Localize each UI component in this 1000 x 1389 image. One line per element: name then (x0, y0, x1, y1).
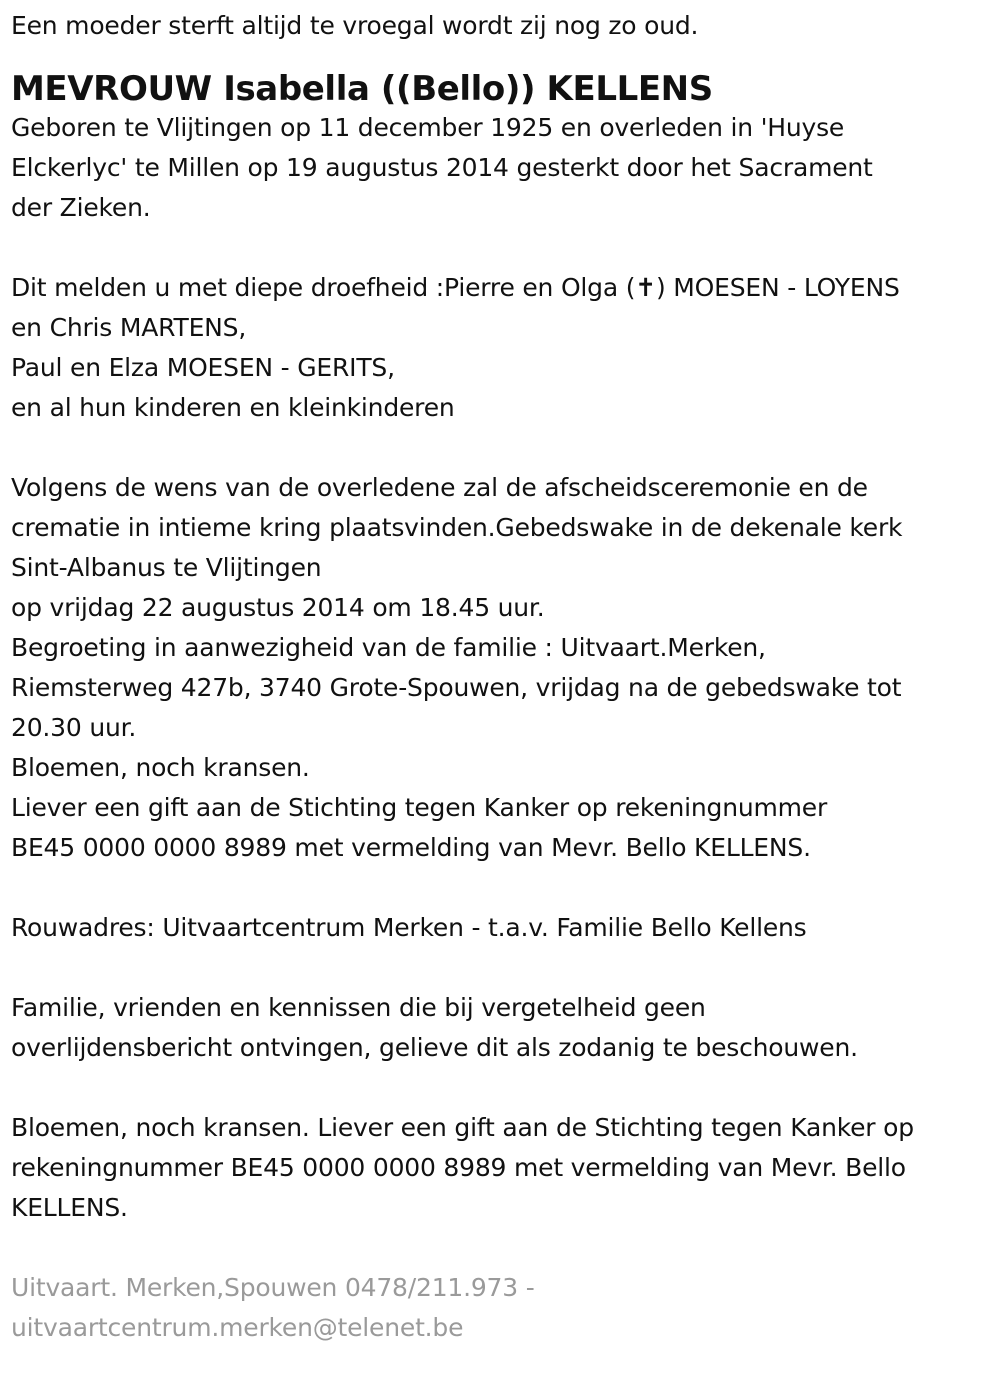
donation-paragraph (11, 1108, 993, 1228)
text-line: Rouwadres: Uitvaartcentrum Merken - t.a.v. Familie Bello Kellens (11, 913, 807, 942)
text-line: Geboren te Vlijtingen op 11 december 1925 en overleden in 'Huyse (11, 113, 845, 142)
paragraph-spacer (11, 1068, 993, 1108)
deceased-name-heading: MEVROUW Isabella ((Bello)) KELLENS (11, 69, 713, 109)
text-line: Elckerlyc' te Millen op 19 augustus 2014 gesterkt door het Sacrament (11, 153, 873, 182)
text-line: Begroeting in aanwezigheid van de familie : Uitvaart.Merken, (11, 633, 766, 662)
text-line: en Chris MARTENS, (11, 313, 247, 342)
text-line: rekeningnummer BE45 0000 0000 8989 met vermelding van Mevr. Bello (11, 1153, 906, 1182)
motto-quote: Een moeder sterft altijd te vroegal wordt zij nog zo oud. (11, 11, 699, 40)
mourning-address-paragraph (11, 908, 993, 948)
text-line: crematie in intieme kring plaatsvinden.Gebedswake in de dekenale kerk (11, 513, 903, 542)
text-line: overlijdensbericht ontvingen, gelieve dit als zodanig te beschouwen. (11, 1033, 858, 1062)
paragraph-spacer (11, 428, 993, 468)
notice-paragraph (11, 988, 993, 1068)
paragraph-spacer (11, 868, 993, 908)
paragraph-spacer (11, 228, 993, 268)
text-line: BE45 0000 0000 8989 met vermelding van Mevr. Bello KELLENS. (11, 833, 811, 862)
text-line: KELLENS. (11, 1193, 128, 1222)
text-line: Dit melden u met diepe droefheid :Pierre en Olga (✝) MOESEN - LOYENS (11, 273, 900, 302)
obituary-notice (11, 6, 993, 1348)
funeral-home-footer (11, 1268, 993, 1348)
text-line: der Zieken. (11, 193, 151, 222)
text-line: 20.30 uur. (11, 713, 137, 742)
text-line: Sint-Albanus te Vlijtingen (11, 553, 322, 582)
text-line: Bloemen, noch kransen. Liever een gift aan de Stichting tegen Kanker op (11, 1113, 914, 1142)
text-line: Paul en Elza MOESEN - GERITS, (11, 353, 395, 382)
funeral-home-contact: Uitvaart. Merken,Spouwen 0478/211.973 - (11, 1273, 535, 1302)
text-line: Liever een gift aan de Stichting tegen Kanker op rekeningnummer (11, 793, 828, 822)
text-line: en al hun kinderen en kleinkinderen (11, 393, 455, 422)
ceremony-paragraph (11, 468, 993, 868)
paragraph-spacer (11, 948, 993, 988)
birth-death-paragraph (11, 108, 993, 228)
text-line: op vrijdag 22 augustus 2014 om 18.45 uur. (11, 593, 545, 622)
funeral-home-email: uitvaartcentrum.merken@telenet.be (11, 1313, 464, 1342)
text-line: Bloemen, noch kransen. (11, 753, 310, 782)
text-line: Familie, vrienden en kennissen die bij vergetelheid geen (11, 993, 706, 1022)
text-line: Volgens de wens van de overledene zal de afscheidsceremonie en de (11, 473, 868, 502)
text-line: Riemsterweg 427b, 3740 Grote-Spouwen, vrijdag na de gebedswake tot (11, 673, 902, 702)
announcement-paragraph (11, 268, 993, 428)
